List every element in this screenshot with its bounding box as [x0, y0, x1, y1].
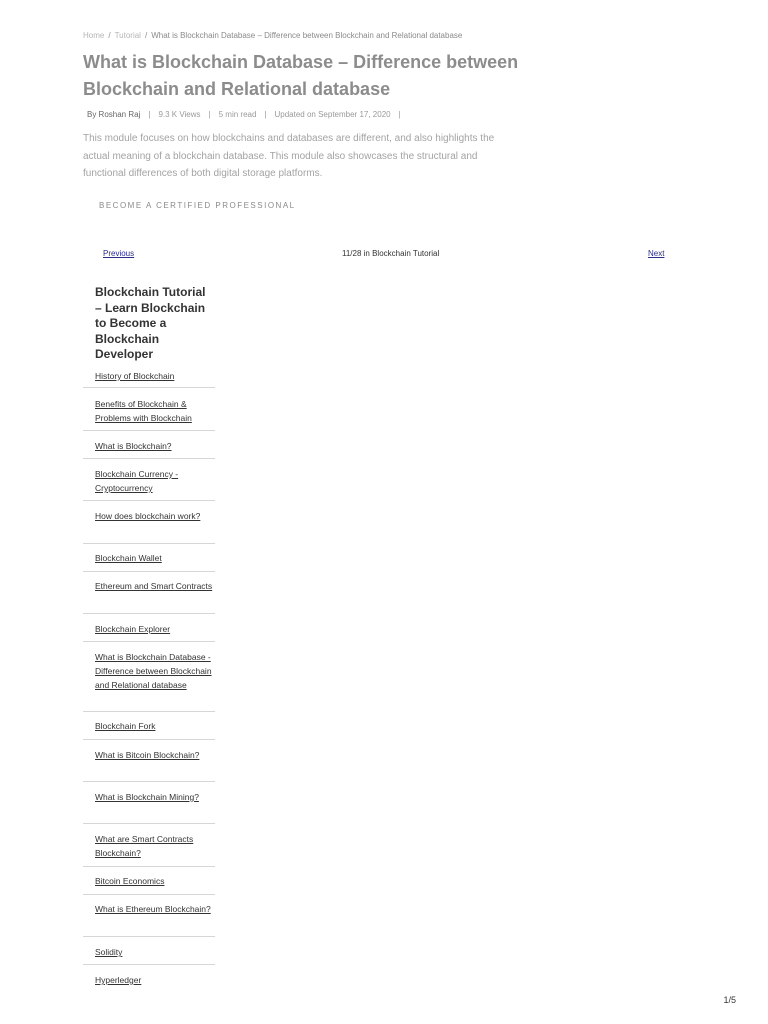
read-time: 5 min read — [218, 110, 257, 119]
sidebar-link-bitcoin-blockchain[interactable]: What is Bitcoin Blockchain? — [95, 750, 200, 760]
sidebar-link-blockchain-fork[interactable]: Blockchain Fork — [95, 721, 156, 731]
sidebar-link-benefits-problems[interactable]: Benefits of Blockchain & Problems with Blockchain — [95, 399, 192, 423]
article-meta — [87, 110, 409, 119]
sidebar-link-smart-contracts-blockchain[interactable]: What are Smart Contracts Blockchain? — [95, 834, 194, 858]
sidebar-item — [83, 973, 215, 987]
meta-divider: | — [148, 110, 151, 119]
sidebar-divider — [83, 500, 215, 501]
breadcrumb-separator: / — [108, 31, 111, 40]
sidebar-divider — [83, 613, 215, 614]
sidebar-link-cryptocurrency[interactable]: Blockchain Currency - Cryptocurrency — [95, 469, 179, 493]
sidebar-divider — [83, 711, 215, 712]
meta-divider: | — [208, 110, 211, 119]
updated-date: Updated on September 17, 2020 — [274, 110, 391, 119]
sidebar-title: Blockchain Tutorial – Learn Blockchain to Become a Blockchain Developer — [95, 285, 206, 361]
sidebar-divider — [83, 964, 215, 965]
breadcrumb — [83, 31, 462, 40]
breadcrumb-home-link[interactable]: Home — [83, 31, 105, 40]
sidebar-item — [83, 832, 215, 860]
sidebar-link-what-is-blockchain[interactable]: What is Blockchain? — [95, 441, 172, 451]
meta-divider: | — [264, 110, 267, 119]
sidebar-divider — [83, 894, 215, 895]
sidebar-divider — [83, 866, 215, 867]
sidebar-divider — [83, 823, 215, 824]
sidebar-divider — [83, 571, 215, 572]
meta-divider: | — [398, 110, 401, 119]
sidebar-item — [83, 579, 215, 593]
sidebar-divider — [83, 458, 215, 459]
certification-cta-link[interactable]: BECOME A CERTIFIED PROFESSIONAL — [99, 201, 296, 210]
sidebar-item — [83, 874, 215, 888]
next-link[interactable]: Next — [648, 249, 665, 258]
sidebar-item — [83, 790, 215, 804]
sidebar-divider — [83, 641, 215, 642]
sidebar-divider — [83, 543, 215, 544]
view-count: 9.3 K Views — [158, 110, 201, 119]
sidebar-item — [83, 439, 215, 453]
sidebar-link-blockchain-mining[interactable]: What is Blockchain Mining? — [95, 792, 199, 802]
sidebar-link-hyperledger[interactable]: Hyperledger — [95, 975, 142, 985]
tutorial-progress: 11/28 in Blockchain Tutorial — [342, 249, 440, 258]
sidebar-link-ethereum-smart-contracts[interactable]: Ethereum and Smart Contracts — [95, 581, 213, 591]
sidebar-item — [83, 397, 215, 425]
sidebar-link-history-of-blockchain[interactable]: History of Blockchain — [95, 371, 175, 381]
breadcrumb-tutorial-link[interactable]: Tutorial — [114, 31, 141, 40]
sidebar-item — [83, 509, 215, 523]
article-description: This module focuses on how blockchains and databases are different, and also highlights the actual meaning of a blockchain database. This module also showcases the structural and functional differences of both digital storage platforms. — [83, 133, 495, 179]
sidebar-link-how-blockchain-works[interactable]: How does blockchain work? — [95, 511, 201, 521]
sidebar-item — [83, 622, 215, 636]
sidebar-divider — [83, 739, 215, 740]
sidebar-link-bitcoin-economics[interactable]: Bitcoin Economics — [95, 876, 165, 886]
breadcrumb-current: What is Blockchain Database – Difference between Blockchain and Relational database — [151, 31, 463, 40]
sidebar-divider — [83, 936, 215, 937]
breadcrumb-separator: / — [144, 31, 148, 40]
sidebar-item — [83, 467, 215, 495]
sidebar-link-blockchain-wallet[interactable]: Blockchain Wallet — [95, 553, 162, 563]
sidebar-item — [83, 902, 215, 916]
sidebar-divider — [83, 387, 215, 388]
previous-link[interactable]: Previous — [103, 249, 135, 258]
sidebar-link-blockchain-database[interactable]: What is Blockchain Database - Difference between Blockchain and Relational database — [95, 652, 212, 690]
sidebar-item — [83, 945, 215, 959]
sidebar-item-active — [83, 650, 215, 692]
sidebar-link-solidity[interactable]: Solidity — [95, 947, 123, 957]
sidebar-item — [83, 551, 215, 565]
page-title: What is Blockchain Database – Difference between Blockchain and Relational database — [83, 52, 519, 99]
page-number: 1/5 — [723, 995, 736, 1005]
sidebar-item — [83, 748, 215, 762]
author-name: By Roshan Raj — [87, 110, 141, 119]
sidebar-item — [83, 719, 215, 733]
sidebar-item — [83, 369, 215, 383]
sidebar-divider — [83, 430, 215, 431]
sidebar-divider — [83, 781, 215, 782]
sidebar-link-ethereum-blockchain[interactable]: What is Ethereum Blockchain? — [95, 904, 211, 914]
sidebar-link-blockchain-explorer[interactable]: Blockchain Explorer — [95, 624, 171, 634]
